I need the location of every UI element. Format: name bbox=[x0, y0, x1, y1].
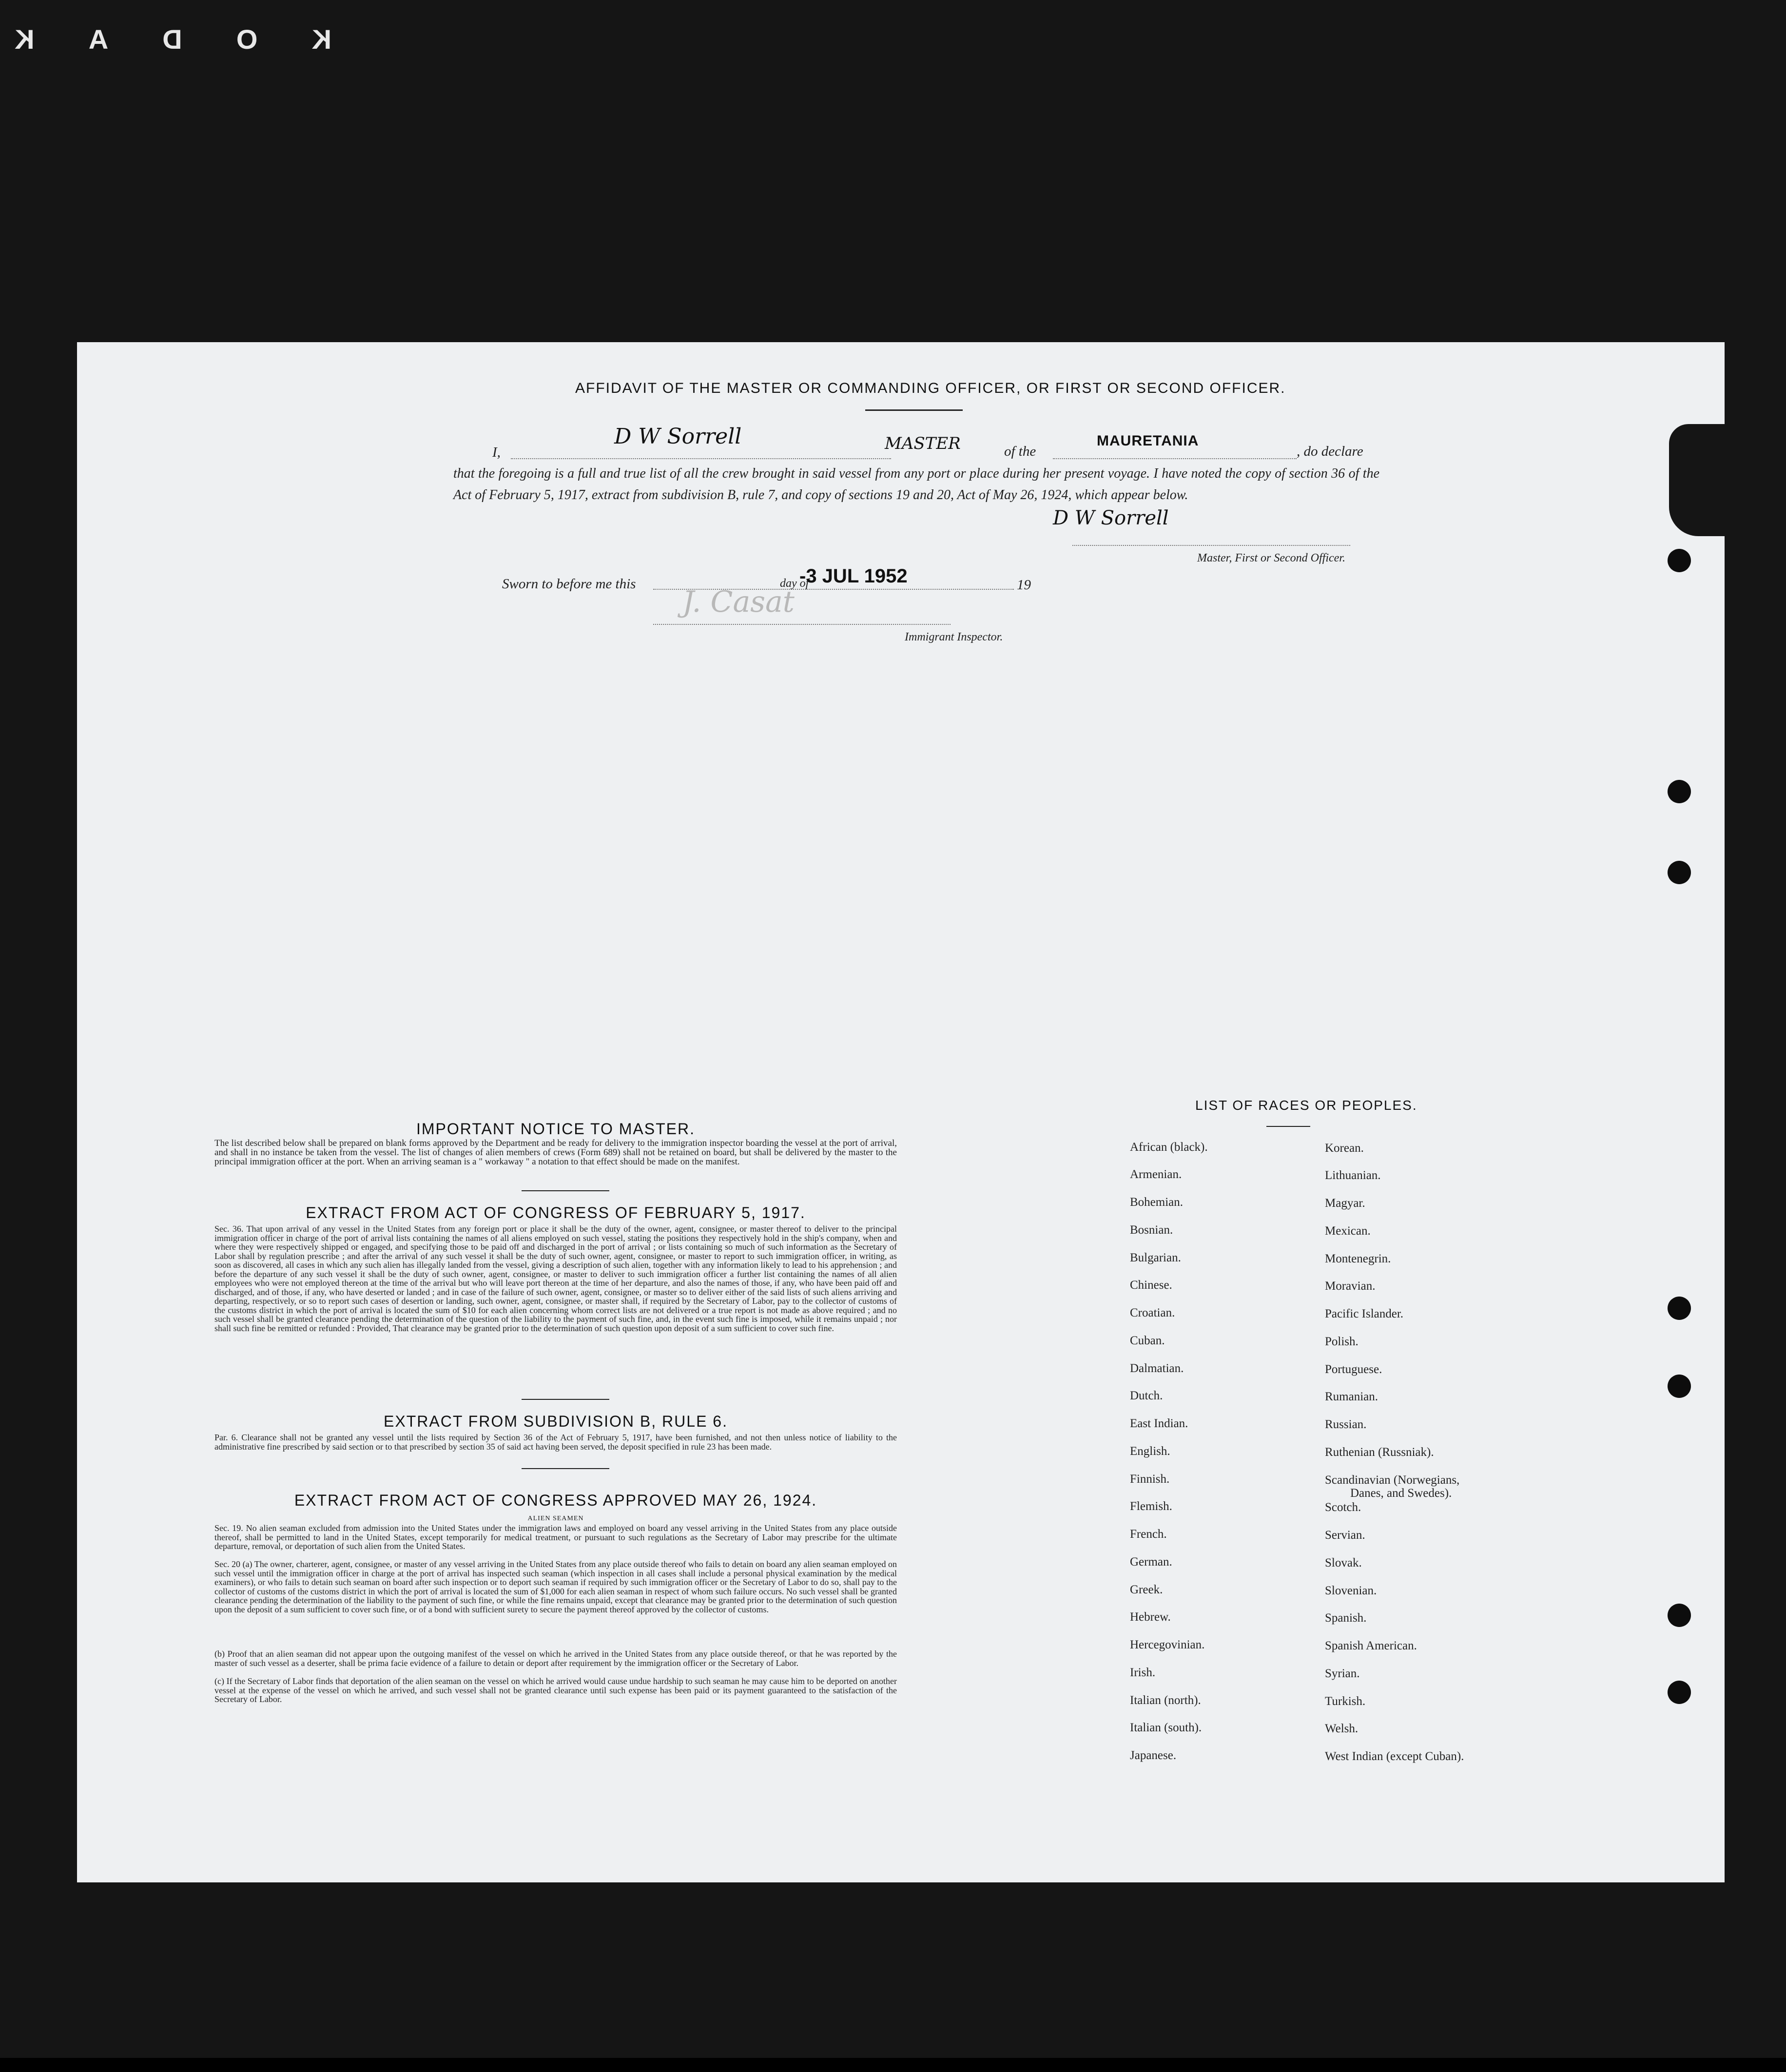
master-signature: D W Sorrell bbox=[1053, 507, 1169, 529]
film-letter: A bbox=[88, 24, 109, 55]
race-item: Dutch. bbox=[1130, 1389, 1163, 1402]
signature-line bbox=[1072, 545, 1350, 546]
master-caption: Master, First or Second Officer. bbox=[1197, 552, 1345, 564]
race-item: West Indian (except Cuban). bbox=[1325, 1750, 1464, 1763]
race-item: Turkish. bbox=[1325, 1695, 1366, 1708]
race-item: Italian (south). bbox=[1130, 1721, 1202, 1734]
extract-1917-text: Sec. 36. That upon arrival of any vessel in the United States from any foreign port or place it shall be the duty of the owner, agent, consignee, or master thereof to deliver to the principal immigration officer in charge of the port of arrival lists containing the names of all aliens employed on such vessel, stating the positions they respectively hold in the ship's company, when and where they were respectively shipped or engaged, and specifying those to be paid off and discharged in the port of arrival ; or lists containing so much of such information as the Secretary of Labor shall by regulation prescribe ; and after the arrival of any such vessel it shall be the duty of such owner, agent, consignee, or master to report to such immigration officer, in writing, as soon as discovered, all cases in which any such alien has illegally landed from the vessel, giving a description of such alien, together with any information likely to lead to his apprehension ; and before the departure of any such vessel it shall be the duty of such owner, agent, consignee, or master to deliver to such immigration officer a further list containing the names of all alien employees who were not employed thereon at the time of the arrival but who will leave port thereon at the time of her departure, and also the names of those, if any, who have been paid off and discharged, and of those, if any, who have deserted or landed ; and in case of the failure of such owner, agent, consignee, or master so to deliver either of the said lists of such aliens arriving and departing, respectively, or so to report such cases of desertion or landing, such owner, agent, consignee, or master shall, if required by the Secretary of Labor, pay to the collector of customs of the customs district in which the port of arrival is located the sum of $10 for each alien concerning whom correct lists are not delivered or a true report is not made as above required ; and no such vessel shall be granted clearance pending the determination of the question of the liability to the payment of such fine, and, in the event such fine is imposed, while it remains unpaid ; nor shall such fine be remitted or refunded : Provided, That clearance may be granted prior to the determination of such question upon deposit of a sum sufficient to cover such fine. bbox=[214, 1224, 897, 1333]
vessel-name: MAURETANIA bbox=[1097, 433, 1199, 449]
race-item: Pacific Islander. bbox=[1325, 1307, 1404, 1320]
race-item: Japanese. bbox=[1130, 1749, 1177, 1762]
inspector-caption: Immigrant Inspector. bbox=[905, 631, 1003, 643]
film-letter: D bbox=[162, 24, 182, 55]
race-item: Ruthenian (Russniak). bbox=[1325, 1446, 1434, 1459]
race-item: Italian (north). bbox=[1130, 1694, 1201, 1707]
race-item: Scandinavian (Norwegians, bbox=[1325, 1473, 1460, 1487]
race-item: Russian. bbox=[1325, 1418, 1367, 1431]
sec19-text: Sec. 19. No alien seaman excluded from admission into the United States under the immigration laws and employed on board any vessel arriving in the United States from any place outside thereof, shall be permitted to land in the United States, except temporarily for medical treatment, or pursuant to such regulations as the Secretary of Labor may prescribe for the ultimate departure, removal, or deportation of such alien from the United States. bbox=[214, 1523, 897, 1551]
film-letter: O bbox=[236, 24, 258, 55]
extract-1924-title: EXTRACT FROM ACT OF CONGRESS APPROVED MAY 26, 1924. bbox=[294, 1491, 817, 1509]
race-item: Croatian. bbox=[1130, 1306, 1175, 1319]
do-declare-label: , do declare bbox=[1297, 444, 1363, 459]
punch-hole bbox=[1668, 780, 1691, 803]
sec20b-text: (b) Proof that an alien seaman did not appear upon the outgoing manifest of the vessel on which he arrived in the United States from any place outside thereof, or that he was reported by the master of such vessel as a deserter, shall be prima facie evidence of a failure to detain or deport after requirement by the immigration officer or the Secretary of Labor. bbox=[214, 1649, 897, 1668]
inspector-line bbox=[653, 624, 951, 625]
notice-title: IMPORTANT NOTICE TO MASTER. bbox=[416, 1120, 695, 1138]
rule6-divider bbox=[522, 1468, 609, 1469]
sec20a-text: Sec. 20 (a) The owner, charterer, agent, consignee, or master of any vessel arriving in the United States from any place outside thereof who fails to detain on board any alien seaman employed on such vessel until the immigration officer in charge at the port of arrival has inspected such seaman (which inspection in all cases shall include a personal physical examination by the medical examiners), or who fails to detain such seaman on board after such inspection or to deport such seaman if required by such immigration officer or the Secretary of Labor to do so, shall pay to the collector of customs of the customs district in which the port of arrival is located the sum of $1,000 for each alien seaman in respect of whom such failure occurs. No such vessel shall be granted clearance pending the determination of the liability to the payment of such fine, or while the fine remains unpaid, except that clearance may be granted prior to the determination of such question upon the deposit of a sum sufficient to cover such fine, or of a bond with sufficient surety to secure the payment thereof approved by the collector of customs. bbox=[214, 1559, 897, 1614]
race-item: Greek. bbox=[1130, 1583, 1163, 1596]
film-edge-mark bbox=[15, 23, 331, 58]
race-item: Dalmatian. bbox=[1130, 1362, 1184, 1375]
punch-hole bbox=[1668, 1297, 1691, 1320]
race-item: Flemish. bbox=[1130, 1500, 1172, 1513]
sec20c-text: (c) If the Secretary of Labor finds that deportation of the alien seaman on the vessel on which he arrived would cause undue hardship to such seaman he may cause him to be deported on another vessel at the expense of the vessel on which he arrived, and such vessel shall not be granted clearance until such expense has been paid or its payment guaranteed to the satisfaction of the Secretary of Labor. bbox=[214, 1676, 897, 1704]
master-name-signature: D W Sorrell bbox=[614, 424, 742, 449]
race-item-continuation: Danes, and Swedes). bbox=[1350, 1487, 1452, 1500]
film-letter: K bbox=[15, 24, 35, 55]
race-item: Syrian. bbox=[1325, 1667, 1360, 1680]
race-item: Finnish. bbox=[1130, 1472, 1170, 1486]
race-item: Cuban. bbox=[1130, 1334, 1165, 1347]
punch-hole bbox=[1668, 1375, 1691, 1398]
notice-divider bbox=[522, 1190, 609, 1191]
race-item: Hebrew. bbox=[1130, 1610, 1171, 1624]
rule6-text: Par. 6. Clearance shall not be granted any vessel until the lists required by Section 36 of the Act of February 5, 1917, have been furnished, and not then unless notice of liability to the administrative fine prescribed by said section or to that prescribed by section 35 of said act having been served, the deposit specified in rule 23 has been made. bbox=[214, 1433, 897, 1452]
race-item: Bosnian. bbox=[1130, 1223, 1173, 1237]
year-suffix: 19 bbox=[1017, 577, 1031, 593]
punch-hole bbox=[1668, 549, 1691, 572]
date-stamp: -3 JUL 1952 bbox=[799, 565, 908, 587]
race-item: Bohemian. bbox=[1130, 1196, 1184, 1209]
title-divider bbox=[865, 409, 963, 411]
punch-hole bbox=[1668, 1604, 1691, 1627]
race-item: Korean. bbox=[1325, 1142, 1364, 1155]
race-item: Lithuanian. bbox=[1325, 1169, 1381, 1182]
race-item: Servian. bbox=[1325, 1529, 1365, 1542]
of-the-label: of the bbox=[1004, 444, 1036, 459]
race-item: Chinese. bbox=[1130, 1278, 1172, 1292]
race-item: Slovak. bbox=[1325, 1556, 1362, 1569]
punch-hole bbox=[1668, 861, 1691, 884]
punch-hole bbox=[1668, 1681, 1691, 1704]
race-item: Hercegovinian. bbox=[1130, 1638, 1205, 1651]
film-letter: K bbox=[311, 24, 331, 55]
race-item: French. bbox=[1130, 1528, 1167, 1541]
extract-1917-divider bbox=[522, 1399, 609, 1400]
race-item: Polish. bbox=[1325, 1335, 1359, 1348]
notice-text: The list described below shall be prepared on blank forms approved by the Department and be ready for delivery to the immigration inspector boarding the vessel at the port of arrival, and shall in no instance be taken from the vessel. The list of changes of alien members of crews (Form 689) shall not be retained on board, but shall be delivered by the master to the principal immigration officer at the port. When an arriving seaman is a " workaway " a notation to that effect should be made on the manifest. bbox=[214, 1138, 897, 1167]
sworn-label: Sworn to before me this bbox=[502, 576, 636, 592]
race-item: Mexican. bbox=[1325, 1224, 1371, 1238]
rule6-title: EXTRACT FROM SUBDIVISION B, RULE 6. bbox=[384, 1413, 728, 1430]
declaration-text: that the foregoing is a full and true list of all the crew brought in said vessel from any port or place during her present voyage. I have noted the copy of section 36 of the Act of February 5, 1917, extract from subdivision B, rule 7, and copy of sections 19 and 20, Act of May 26, 1924, which appear below. bbox=[453, 466, 1379, 503]
races-title: LIST OF RACES OR PEOPLES. bbox=[1195, 1098, 1417, 1113]
race-item: Spanish American. bbox=[1325, 1639, 1417, 1652]
vessel-line bbox=[1053, 458, 1297, 459]
race-item: East Indian. bbox=[1130, 1417, 1188, 1430]
race-item: Irish. bbox=[1130, 1666, 1156, 1679]
affidavit-title: AFFIDAVIT OF THE MASTER OR COMMANDING OFFICER, OR FIRST OR SECOND OFFICER. bbox=[575, 380, 1286, 396]
race-item: Bulgarian. bbox=[1130, 1251, 1181, 1264]
race-item: Welsh. bbox=[1325, 1722, 1359, 1735]
race-item: Rumanian. bbox=[1325, 1390, 1378, 1403]
pronoun-label: I, bbox=[492, 445, 501, 460]
day-label: day of bbox=[780, 577, 809, 590]
race-item: African (black). bbox=[1130, 1141, 1208, 1154]
race-item: Moravian. bbox=[1325, 1279, 1376, 1293]
extract-1917-title: EXTRACT FROM ACT OF CONGRESS OF FEBRUARY 5, 1917. bbox=[306, 1204, 806, 1221]
races-divider bbox=[1266, 1126, 1310, 1127]
rank-handwritten: MASTER bbox=[885, 434, 961, 453]
race-item: Spanish. bbox=[1325, 1611, 1367, 1625]
film-border bbox=[0, 2058, 1786, 2072]
race-item: Armenian. bbox=[1130, 1168, 1182, 1181]
inspector-signature: J. Casat bbox=[682, 585, 795, 619]
race-item: Slovenian. bbox=[1325, 1584, 1377, 1597]
race-item: Magyar. bbox=[1325, 1197, 1365, 1210]
name-line bbox=[511, 458, 891, 459]
alien-seamen-subheading: ALIEN SEAMEN bbox=[527, 1515, 584, 1522]
race-item: Scotch. bbox=[1325, 1501, 1361, 1514]
race-item: German. bbox=[1130, 1555, 1172, 1569]
race-item: Montenegrin. bbox=[1325, 1252, 1391, 1265]
race-item: Portuguese. bbox=[1325, 1363, 1382, 1376]
race-item: English. bbox=[1130, 1445, 1170, 1458]
torn-corner bbox=[1669, 424, 1728, 536]
